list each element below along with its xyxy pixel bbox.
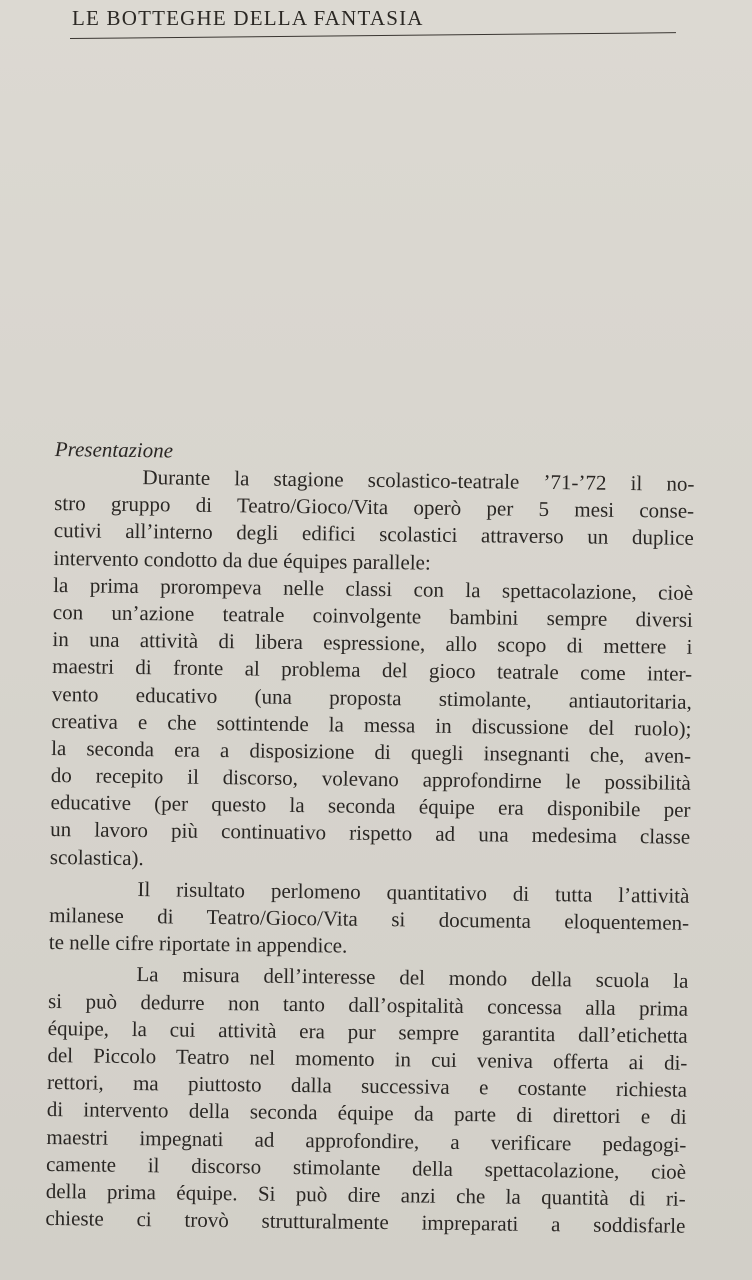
header-rule — [70, 32, 676, 39]
text-line: del Piccolo Teatro nel momento in cui veniva offerta ai di- — [47, 1042, 688, 1075]
section-body — [45, 436, 695, 1240]
text-line: do recepito il discorso, volevano approfondirne le possibilità — [50, 763, 691, 795]
text-line: maestri di fronte al problema del gioco teatrale come inter- — [52, 654, 693, 687]
text-line: vento educativo (una proposta stimolante, antiautoritaria, — [51, 681, 692, 714]
text-line: stro gruppo di Teatro/Gioco/Vita operò per 5 mesi conse- — [54, 491, 695, 524]
text-line: cutivi all’interno degli edifici scolastici attraverso un duplice — [53, 518, 694, 551]
text-line: si può dedurre non tanto dall’ospitalità concessa alla prima — [47, 988, 689, 1021]
text-line: Durante la stagione scolastico-teatrale ’71-’72 il no- — [142, 465, 695, 496]
text-line: te nelle cifre riportate in appendice. — [48, 930, 348, 958]
text-line: Il risultato perlomeno quantitativo di tutta l’attività — [137, 876, 690, 908]
text-line: di intervento della seconda équipe da parte di direttori e di — [46, 1097, 687, 1130]
text-line: camente il discorso stimolante della spettacolazione, cioè — [45, 1151, 687, 1184]
text-line: con un’azione teatrale coinvolgente bambini sempre diversi — [52, 599, 693, 632]
paragraph-3 — [49, 875, 690, 964]
text-line: creativa e che sottintende la messa in discussione del ruolo); — [51, 708, 692, 741]
text-line: la prima prorompeva nelle classi con la spettacolazione, cioè — [53, 572, 694, 605]
text-line: della prima équipe. Si può dire anzi che la quantità di ri- — [45, 1178, 686, 1211]
text-line: rettori, ma piuttosto dalla successiva e costante richiesta — [46, 1070, 688, 1102]
text-line: educative (per questo la seconda équipe era disponibile per — [50, 790, 691, 823]
text-line: maestri impegnati ad approfondire, a verificare pedagogi- — [46, 1124, 687, 1157]
paragraph-1 — [53, 463, 694, 580]
paragraph-4 — [45, 960, 688, 1240]
text-line: in una attività di libera espressione, allo scopo di mettere i — [52, 627, 693, 659]
text-line: chieste ci trovò strutturalmente impreparati a soddisfarle — [45, 1206, 686, 1238]
section-title: Presentazione — [54, 436, 174, 463]
text-line: équipe, la cui attività era pur sempre garantita dall’etichetta — [47, 1015, 688, 1048]
text-line: milanese di Teatro/Gioco/Vita si documenta eloquentemen- — [49, 902, 690, 935]
text-line: La misura dell’interesse del mondo della scuola la — [136, 962, 689, 994]
text-line: la seconda era a disposizione di quegli insegnanti che, aven- — [51, 735, 692, 768]
text-line: un lavoro più continuativo rispetto ad una medesima classe — [50, 817, 691, 850]
text-line: scolastica). — [49, 844, 144, 870]
running-header: LE BOTTEGHE DELLA FANTASIA — [72, 6, 424, 30]
text-line: intervento condotto da due équipes parallele: — [53, 545, 431, 575]
paragraph-2 — [50, 572, 694, 879]
